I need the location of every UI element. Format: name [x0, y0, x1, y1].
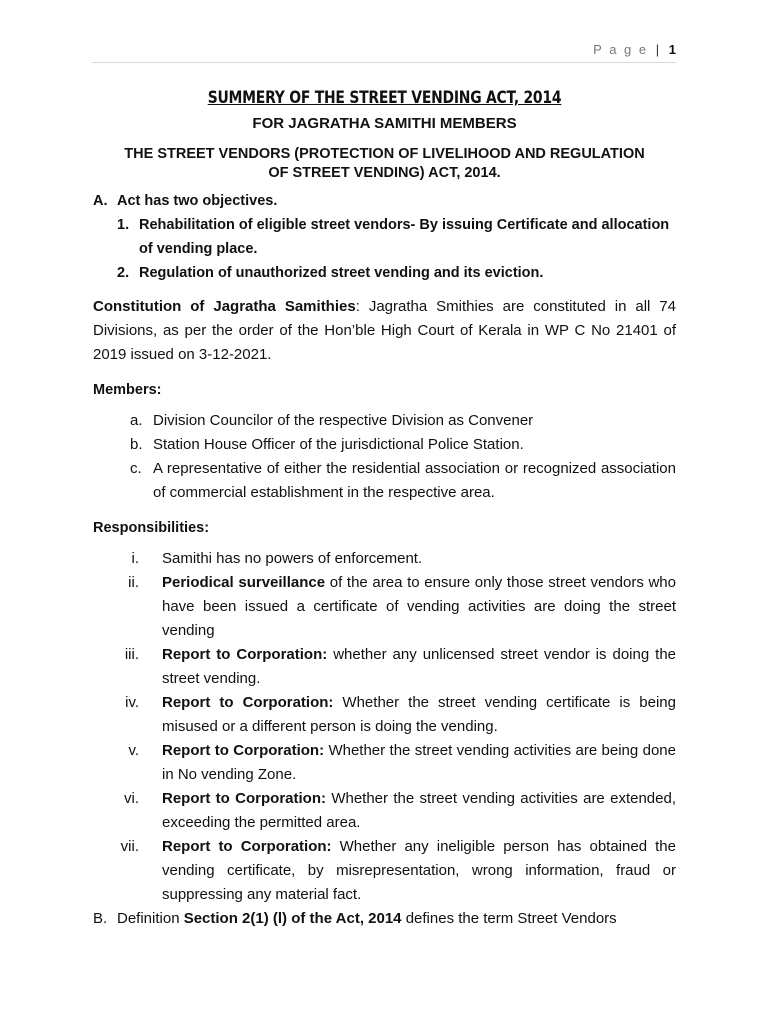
document-title: SUMMERY OF THE STREET VENDING ACT, 2014 [207, 88, 562, 108]
item-text: of the area to ensure only those street vendors who have been issued a certificate of vending activities are doing the street vending [162, 574, 676, 639]
item-number: iii. [124, 646, 139, 663]
item-number: 2. [117, 265, 130, 281]
item-number: a. [130, 412, 143, 429]
item-bold: Report to Corporation: [162, 742, 325, 759]
section-a-letter: A. [93, 193, 108, 209]
item-bold: Report to Corporation: [162, 694, 334, 711]
item-text: Whether the street vending activities are being done in No vending Zone. [162, 742, 676, 783]
item-bold: Report to Corporation: [162, 838, 332, 855]
list-item [93, 547, 676, 571]
item-number: v. [128, 742, 139, 759]
section-b-prefix: Definition [117, 910, 184, 927]
item-text: whether any unlicensed street vendor is doing the street vending. [162, 646, 676, 687]
constitution-paragraph [93, 295, 676, 367]
page-header [593, 42, 676, 57]
responsibilities-list [93, 547, 676, 907]
act-name: THE STREET VENDORS (PROTECTION OF LIVELIHOOD AND REGULATION OF STREET VENDING) ACT, 2014. [124, 146, 645, 181]
page-separator: | [655, 42, 660, 57]
page-label: P a g e [593, 42, 649, 57]
item-number: b. [130, 436, 143, 453]
list-item [93, 691, 676, 739]
item-text: Rehabilitation of eligible street vendors- By issuing Certificate and allocation of vending place. [139, 217, 670, 257]
item-number: c. [130, 460, 142, 477]
item-bold: Report to Corporation: [162, 790, 326, 807]
list-item [93, 571, 676, 643]
item-number: vi. [124, 790, 139, 807]
item-text: Regulation of unauthorized street vending and its eviction. [139, 265, 544, 281]
header-rule [92, 62, 676, 63]
objectives-list [93, 213, 676, 285]
list-item [93, 787, 676, 835]
constitution-label: Constitution of Jagratha Samithies [93, 298, 356, 315]
list-item [93, 835, 676, 907]
document-body [93, 86, 676, 931]
item-bold: Report to Corporation: [162, 646, 328, 663]
section-b [93, 907, 676, 931]
members-heading: Members: [93, 382, 162, 398]
section-a-heading [93, 191, 676, 211]
list-item [93, 457, 676, 505]
section-b-bold: Section 2(1) (l) of the Act, 2014 [183, 910, 402, 927]
constitution-text: : Jagratha Smithies are constituted in all 74 Divisions, as per the order of the Hon’ble High Court of Kerala in WP C No 21401 of 2019 issued on 3-12-2021. [93, 298, 676, 363]
item-number: i. [131, 550, 139, 567]
section-b-letter: B. [93, 910, 108, 927]
item-number: iv. [125, 694, 139, 711]
page-number: 1 [668, 42, 676, 57]
section-b-suffix: defines the term Street Vendors [401, 910, 617, 927]
list-item [93, 261, 676, 285]
item-text: A representative of either the residential association or recognized association of commercial establishment in the respective area. [153, 460, 676, 501]
list-item [93, 213, 676, 261]
item-text: Whether the street vending activities are extended, exceeding the permitted area. [162, 790, 676, 831]
list-item [93, 409, 676, 433]
list-item [93, 643, 676, 691]
item-number: ii. [128, 574, 139, 591]
item-text: Station House Officer of the jurisdictional Police Station. [153, 436, 524, 453]
item-bold: Periodical surveillance [162, 574, 326, 591]
item-text: Whether the street vending certificate is being misused or a different person is doing the vending. [162, 694, 676, 735]
members-list [93, 409, 676, 505]
item-text: Whether any ineligible person has obtained the vending certificate, by misrepresentation, wrong information, fraud or suppressing any material fact. [162, 838, 676, 903]
list-item [93, 433, 676, 457]
responsibilities-heading: Responsibilities: [93, 520, 210, 536]
item-text: Samithi has no powers of enforcement. [162, 550, 423, 567]
document-subtitle: FOR JAGRATHA SAMITHI MEMBERS [252, 115, 517, 132]
item-number: vii. [120, 838, 139, 855]
item-number: 1. [117, 217, 130, 233]
list-item [93, 739, 676, 787]
item-text: Division Councilor of the respective Division as Convener [153, 412, 534, 429]
section-a-text: Act has two objectives. [117, 193, 278, 209]
